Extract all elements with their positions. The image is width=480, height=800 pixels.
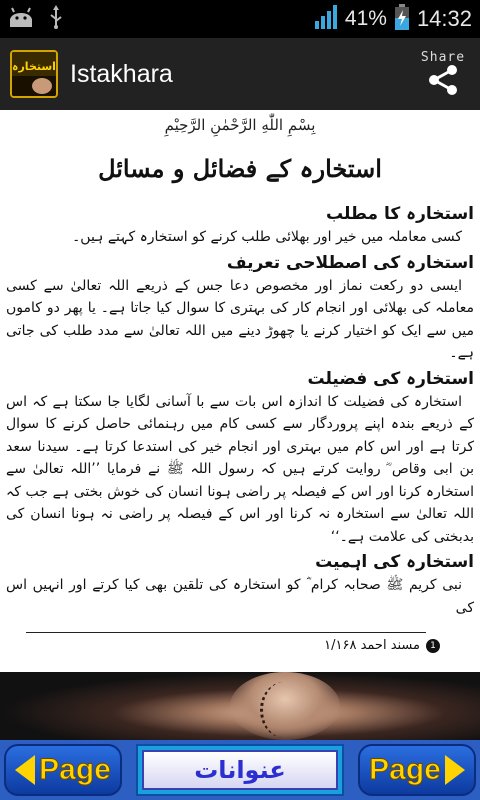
footnote	[324, 638, 440, 653]
app-title: Istakhara	[70, 59, 173, 88]
previous-page-label: Page	[39, 753, 111, 786]
share-icon	[426, 65, 460, 99]
footnote-divider	[26, 632, 426, 633]
index-label: عنوانات	[194, 756, 286, 784]
section-heading: استخارہ کی فضیلت	[307, 368, 474, 389]
share-button[interactable]	[416, 42, 470, 106]
next-page-label: Page	[369, 753, 441, 786]
share-label: Share	[420, 49, 466, 65]
section-heading: استخارہ کی اصطلاحی تعریف	[226, 252, 474, 273]
prayer-beads	[260, 682, 308, 738]
battery-percent: 41%	[344, 7, 387, 30]
previous-page-button[interactable]	[4, 744, 122, 796]
section-text: نبی کریم ﷺ صحابہ کرام ؓ کو استخارہ کی تلقین بھی کیا کرتے اور انہیں اس کی	[6, 577, 474, 616]
footnote-mark: 1	[426, 639, 440, 653]
index-button-inner	[142, 750, 338, 790]
usb-icon	[48, 5, 64, 33]
action-bar	[0, 38, 480, 110]
status-bar	[0, 0, 480, 38]
page-content	[6, 200, 474, 619]
clock: 14:32	[416, 6, 472, 31]
section-text: استخارہ کی فضیلت کا اندازہ اس بات سے با آسانی لگایا جا سکتا ہے کہ اس کے ذریعے بندہ اپنے پروردگار سے کسی کام میں رہنمائی حاصل کرنے کا سوال کرتا ہے اور اس کام میں بہتری اور انجام خیر کی استدعا کرتا ہے۔ سیدنا سعد بن ابی وقاص ؓ روایت کرتے ہیں کہ رسول اللہ ﷺ نے فرمایا ’’اللہ تعالیٰ سے استخارہ کرنا اور اس کے فیصلہ پر راضی ہونا انسان کی خوش بختی ہے جب کہ اللہ تعالیٰ سے استخارہ نہ کرنا اور اس کے فیصلہ پر راضی نہ ہونا انسان کی بدبختی کی علامت ہے۔‘‘	[6, 393, 474, 545]
index-button[interactable]	[136, 744, 344, 796]
arrow-right-icon	[445, 755, 465, 785]
bottom-nav	[0, 740, 480, 800]
usb-debug-icon	[8, 7, 34, 31]
signal-icon	[315, 5, 337, 33]
praying-hands-image	[0, 672, 480, 740]
app-logo	[12, 52, 56, 96]
status-right	[315, 4, 472, 34]
page-title: استخارہ کے فضائل و مسائل	[98, 154, 382, 183]
section-text: ایسی دو رکعت نماز اور مخصوص دعا جس کے ذریعے اللہ تعالیٰ سے کسی معاملہ کی بھلائی اور انجام کار کی بہتری کا سوال کیا جاتا ہے۔ یا پھر دو کاموں میں سے ایک کو اختیار کرنے یا چھوڑ دینے میں اللہ تعالیٰ سے مدد طلب کی جاتی ہے۔	[6, 277, 474, 361]
svg-text:استخارہ: استخارہ	[12, 60, 56, 73]
battery-charging-icon	[395, 4, 409, 34]
status-left	[8, 5, 64, 33]
arrow-left-icon	[15, 755, 35, 785]
section-heading: استخارہ کا مطلب	[326, 204, 474, 224]
next-page-button[interactable]	[358, 744, 476, 796]
bismillah: بِسْمِ اللّٰهِ الرَّحْمٰنِ الرَّحِيْمِ	[164, 116, 316, 134]
footnote-text: مسند احمد ۱/۱۶۸	[324, 638, 420, 653]
app-icon	[10, 50, 58, 98]
section-text: کسی معاملہ میں خیر اور بھلائی طلب کرنے کو استخارہ کہتے ہیں۔	[72, 229, 462, 245]
book-page[interactable]	[0, 110, 480, 672]
section-heading: استخارہ کی اہمیت	[315, 552, 474, 572]
